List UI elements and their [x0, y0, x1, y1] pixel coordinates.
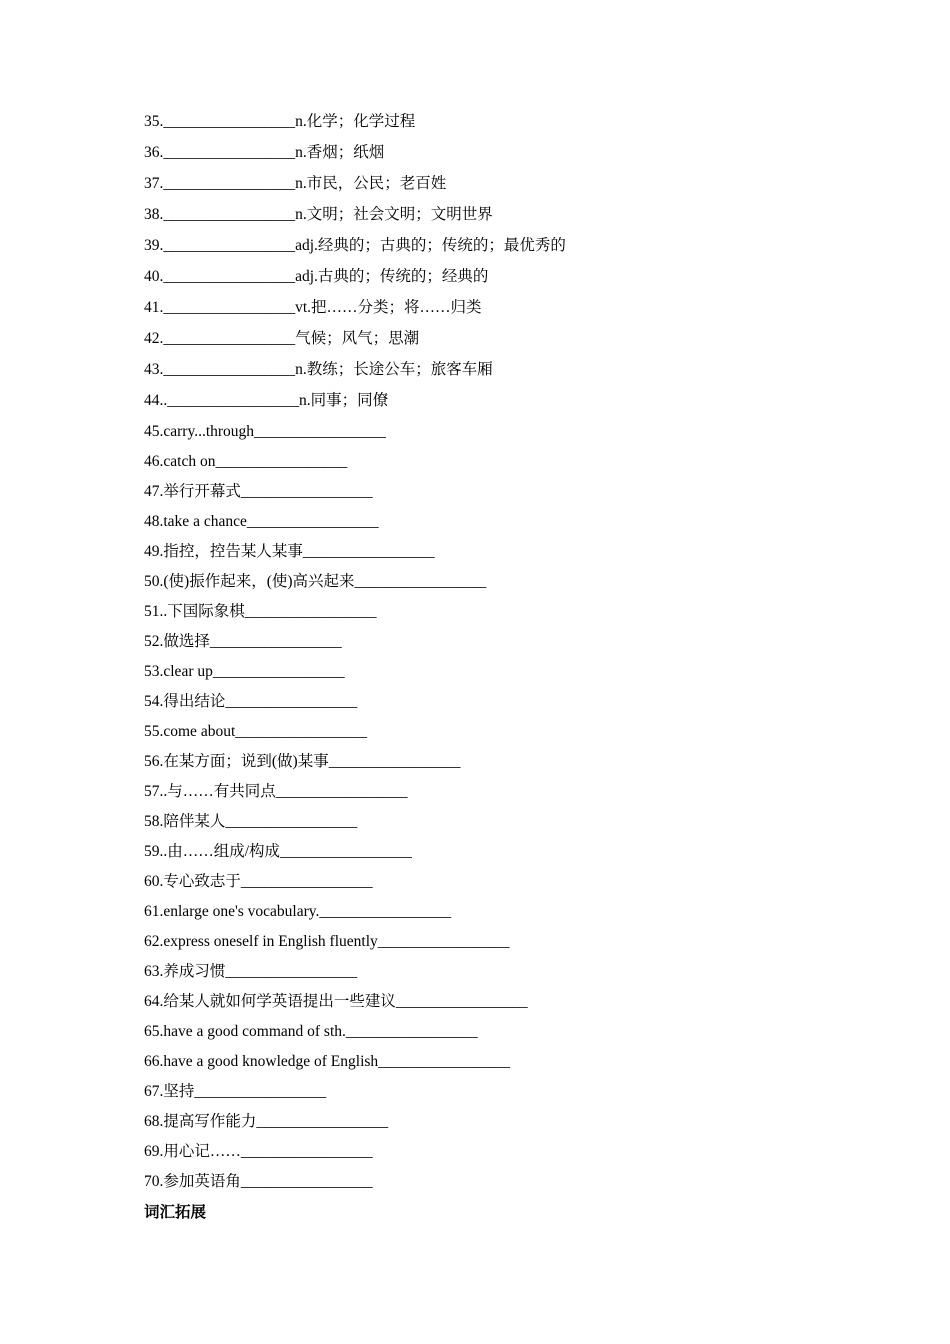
answer-blank[interactable]: _________________ — [215, 453, 348, 470]
item-number: 56. — [144, 753, 164, 770]
item-phrase: 做选择 — [163, 633, 210, 650]
exercise-item-54 — [144, 692, 844, 722]
exercise-item-47 — [144, 482, 844, 512]
exercise-item-38 — [144, 205, 844, 236]
exercise-item-44 — [144, 391, 844, 422]
answer-blank[interactable]: _________________ — [163, 113, 296, 130]
item-phrase: catch on — [163, 453, 216, 470]
item-number: 70. — [144, 1173, 164, 1190]
item-phrase: (使)振作起来，(使)高兴起来 — [163, 573, 355, 590]
answer-blank[interactable]: _________________ — [167, 392, 299, 409]
exercise-item-63 — [144, 962, 844, 992]
exercise-item-37 — [144, 174, 844, 205]
answer-blank[interactable]: _________________ — [275, 783, 408, 800]
exercise-item-46 — [144, 452, 844, 482]
item-phrase: 下国际象棋 — [167, 603, 245, 620]
exercise-item-69 — [144, 1142, 844, 1172]
item-number: 62. — [144, 933, 164, 950]
item-definition: n.香烟；纸烟 — [295, 144, 385, 161]
item-number: 66. — [144, 1053, 164, 1070]
answer-blank[interactable]: _________________ — [163, 175, 296, 192]
item-definition: 气候；风气；思潮 — [295, 330, 420, 347]
exercise-item-48 — [144, 512, 844, 542]
item-number: 59.. — [144, 843, 168, 860]
exercise-item-45 — [144, 422, 844, 452]
exercise-item-59 — [144, 842, 844, 872]
item-number: 49. — [144, 543, 164, 560]
answer-blank[interactable]: _________________ — [163, 299, 296, 316]
item-number: 69. — [144, 1143, 164, 1160]
item-number: 65. — [144, 1023, 164, 1040]
item-definition: vt.把……分类；将……归类 — [295, 299, 482, 316]
answer-blank[interactable]: _________________ — [235, 723, 368, 740]
answer-blank[interactable]: _________________ — [377, 933, 510, 950]
answer-blank[interactable]: _________________ — [212, 663, 345, 680]
exercise-item-67 — [144, 1082, 844, 1112]
item-number: 35. — [144, 113, 164, 130]
item-definition: n.市民，公民；老百姓 — [295, 175, 447, 192]
section-heading: 词汇拓展 — [144, 1204, 207, 1221]
answer-blank[interactable]: _________________ — [244, 603, 377, 620]
answer-blank[interactable]: _________________ — [163, 268, 296, 285]
item-phrase: take a chance — [163, 513, 247, 530]
item-number: 50. — [144, 573, 164, 590]
exercise-item-52 — [144, 632, 844, 662]
item-phrase: 给某人就如何学英语提出一些建议 — [163, 993, 396, 1010]
item-number: 52. — [144, 633, 164, 650]
exercise-item-65 — [144, 1022, 844, 1052]
answer-blank[interactable]: _________________ — [163, 144, 296, 161]
answer-blank[interactable]: _________________ — [302, 543, 435, 560]
item-number: 47. — [144, 483, 164, 500]
item-phrase: 得出结论 — [163, 693, 226, 710]
item-definition: adj.经典的；古典的；传统的；最优秀的 — [295, 237, 566, 254]
item-phrase: 陪伴某人 — [163, 813, 226, 830]
exercise-item-50 — [144, 572, 844, 602]
answer-blank[interactable]: _________________ — [246, 513, 379, 530]
item-number: 48. — [144, 513, 164, 530]
exercise-item-70 — [144, 1172, 844, 1202]
exercise-item-57 — [144, 782, 844, 812]
item-number: 40. — [144, 268, 164, 285]
item-number: 44.. — [144, 392, 168, 409]
exercise-item-64 — [144, 992, 844, 1022]
item-number: 58. — [144, 813, 164, 830]
item-number: 64. — [144, 993, 164, 1010]
exercise-item-35 — [144, 112, 844, 143]
item-phrase: 在某方面；说到(做)某事 — [163, 753, 329, 770]
exercise-item-66 — [144, 1052, 844, 1082]
item-number: 36. — [144, 144, 164, 161]
answer-blank[interactable]: _________________ — [240, 1173, 373, 1190]
answer-blank[interactable]: _________________ — [163, 237, 296, 254]
item-number: 53. — [144, 663, 164, 680]
answer-blank[interactable]: _________________ — [194, 1083, 327, 1100]
answer-blank[interactable]: _________________ — [345, 1023, 478, 1040]
item-number: 46. — [144, 453, 164, 470]
item-number: 54. — [144, 693, 164, 710]
item-number: 38. — [144, 206, 164, 223]
item-number: 68. — [144, 1113, 164, 1130]
item-number: 55. — [144, 723, 164, 740]
answer-blank[interactable]: _________________ — [225, 693, 358, 710]
item-definition: n.文明；社会文明；文明世界 — [295, 206, 493, 223]
exercise-item-68 — [144, 1112, 844, 1142]
item-phrase: 专心致志于 — [163, 873, 241, 890]
item-phrase: carry...through — [163, 423, 255, 440]
exercise-item-61 — [144, 902, 844, 932]
exercise-item-42 — [144, 329, 844, 360]
answer-blank[interactable]: _________________ — [378, 1053, 510, 1070]
answer-blank[interactable]: _________________ — [163, 361, 296, 378]
item-number: 41. — [144, 299, 164, 316]
item-phrase: 参加英语角 — [163, 1173, 241, 1190]
item-number: 37. — [144, 175, 164, 192]
item-number: 63. — [144, 963, 164, 980]
exercise-item-51 — [144, 602, 844, 632]
item-phrase: 举行开幕式 — [163, 483, 241, 500]
answer-blank[interactable]: _________________ — [240, 1143, 373, 1160]
item-phrase: 提高写作能力 — [163, 1113, 257, 1130]
item-number: 43. — [144, 361, 164, 378]
item-definition: adj.古典的；传统的；经典的 — [295, 268, 489, 285]
answer-blank[interactable]: _________________ — [256, 1113, 389, 1130]
item-phrase: 与……有共同点 — [167, 783, 276, 800]
answer-blank[interactable]: _________________ — [254, 423, 386, 440]
answer-blank[interactable]: _________________ — [354, 573, 487, 590]
item-definition: n.教练；长途公车；旅客车厢 — [295, 361, 493, 378]
exercise-item-56 — [144, 752, 844, 782]
item-definition: n.同事；同僚 — [299, 392, 389, 409]
item-number: 51.. — [144, 603, 168, 620]
exercise-item-41 — [144, 298, 844, 329]
answer-blank[interactable]: _________________ — [225, 813, 358, 830]
exercise-item-43 — [144, 360, 844, 391]
item-phrase: 养成习惯 — [163, 963, 226, 980]
item-number: 57.. — [144, 783, 168, 800]
item-number: 45. — [144, 423, 164, 440]
answer-blank[interactable]: _________________ — [225, 963, 358, 980]
item-number: 39. — [144, 237, 164, 254]
exercise-item-55 — [144, 722, 844, 752]
exercise-item-36 — [144, 143, 844, 174]
item-phrase: come about — [163, 723, 236, 740]
item-phrase: enlarge one's vocabulary. — [163, 903, 320, 920]
exercise-item-53 — [144, 662, 844, 692]
exercise-item-40 — [144, 267, 844, 298]
exercise-item-60 — [144, 872, 844, 902]
item-phrase: 坚持 — [163, 1083, 195, 1100]
item-number: 67. — [144, 1083, 164, 1100]
item-number: 60. — [144, 873, 164, 890]
answer-blank[interactable]: _________________ — [163, 206, 296, 223]
exercise-item-62 — [144, 932, 844, 962]
item-phrase: have a good knowledge of English — [163, 1053, 379, 1070]
item-number: 42. — [144, 330, 164, 347]
answer-blank[interactable]: _________________ — [395, 993, 528, 1010]
exercise-list — [144, 112, 844, 1223]
answer-blank[interactable]: _________________ — [163, 330, 296, 347]
item-phrase: 用心记…… — [163, 1143, 241, 1160]
item-phrase: have a good command of sth. — [163, 1023, 346, 1040]
answer-blank[interactable]: _________________ — [328, 753, 461, 770]
answer-blank[interactable]: _________________ — [209, 633, 342, 650]
item-number: 61. — [144, 903, 164, 920]
item-phrase: 由……组成/构成 — [167, 843, 281, 860]
answer-blank[interactable]: _________________ — [240, 483, 373, 500]
answer-blank[interactable]: _________________ — [240, 873, 373, 890]
item-phrase: clear up — [163, 663, 213, 680]
item-phrase: 指控，控告某人某事 — [163, 543, 303, 560]
answer-blank[interactable]: _________________ — [319, 903, 452, 920]
exercise-item-49 — [144, 542, 844, 572]
item-phrase: express oneself in English fluently — [163, 933, 378, 950]
exercise-item-39 — [144, 236, 844, 267]
item-definition: n.化学；化学过程 — [295, 113, 416, 130]
answer-blank[interactable]: _________________ — [280, 843, 412, 860]
exercise-item-58 — [144, 812, 844, 842]
